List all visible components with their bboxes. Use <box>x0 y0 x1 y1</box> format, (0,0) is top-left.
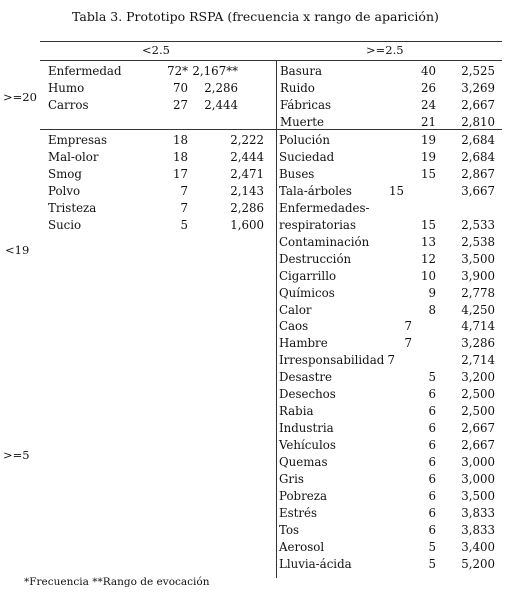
cell-rank: 2,500 <box>461 404 495 418</box>
cell-frequency: 15 <box>388 184 404 198</box>
side-label-top: >=20 <box>3 90 37 104</box>
cell-word: Vehículos <box>279 438 336 452</box>
cell-word: Tala-árboles <box>279 184 352 198</box>
cell-word: Pobreza <box>279 489 327 503</box>
cell-word: Rabia <box>279 404 314 418</box>
cell-word: Mal-olor <box>48 150 99 164</box>
side-label-middle: <19 <box>5 243 30 257</box>
header-bottom-rule <box>40 60 502 61</box>
cell-rank: 1,600 <box>230 218 264 232</box>
cell-rank: 2,167** <box>192 64 238 78</box>
cell-rank: 2,538 <box>461 235 495 249</box>
cell-rank: 3,000 <box>461 472 495 486</box>
cell-word: Polución <box>279 133 331 147</box>
cell-word: Desastre <box>279 370 332 384</box>
cell-frequency: 6 <box>428 489 436 503</box>
cell-frequency: 15 <box>420 167 436 181</box>
cell-rank: 4,250 <box>461 303 495 317</box>
cell-rank: 3,200 <box>461 370 495 384</box>
header-left: <2.5 <box>142 43 170 57</box>
cell-rank: 3,000 <box>461 455 495 469</box>
cell-rank: 2,810 <box>461 115 495 129</box>
quadrant-divider-vertical <box>276 60 277 578</box>
cell-word: Caos <box>279 319 309 333</box>
cell-frequency: 70 <box>172 81 188 95</box>
quadrant-divider-horizontal <box>40 129 502 130</box>
cell-frequency: 7 <box>180 201 188 215</box>
cell-rank: 3,833 <box>461 506 495 520</box>
cell-frequency: 72* <box>167 64 188 78</box>
cell-frequency: 7 <box>387 353 395 367</box>
cell-word: Destrucción <box>279 252 352 266</box>
cell-word: Sucio <box>48 218 82 232</box>
cell-rank: 2,667 <box>461 438 495 452</box>
cell-rank: 2,525 <box>461 64 495 78</box>
cell-frequency: 13 <box>420 235 436 249</box>
cell-frequency: 19 <box>420 133 436 147</box>
cell-frequency: 27 <box>172 98 188 112</box>
cell-word: Enfermedades- <box>279 201 370 215</box>
cell-frequency: 9 <box>428 286 436 300</box>
cell-frequency: 6 <box>428 472 436 486</box>
cell-word: Calor <box>279 303 312 317</box>
cell-word: Carros <box>48 98 89 112</box>
cell-frequency: 7 <box>404 336 412 350</box>
cell-word: Químicos <box>279 286 335 300</box>
cell-frequency: 21 <box>420 115 436 129</box>
cell-frequency: 19 <box>420 150 436 164</box>
cell-frequency: 6 <box>428 506 436 520</box>
cell-word: Ruido <box>280 81 315 95</box>
cell-word: Tristeza <box>48 201 97 215</box>
cell-frequency: 18 <box>172 133 188 147</box>
cell-frequency: 6 <box>428 404 436 418</box>
cell-rank: 3,500 <box>461 252 495 266</box>
cell-rank: 2,222 <box>230 133 264 147</box>
cell-word: Hambre <box>279 336 328 350</box>
cell-frequency: 6 <box>428 455 436 469</box>
cell-rank: 2,667 <box>461 98 495 112</box>
cell-frequency: 8 <box>428 303 436 317</box>
cell-word: Quemas <box>279 455 328 469</box>
cell-frequency: 6 <box>428 421 436 435</box>
cell-rank: 2,471 <box>230 167 264 181</box>
cell-word: respiratorias <box>279 218 357 232</box>
cell-rank: 4,714 <box>461 319 495 333</box>
cell-frequency: 7 <box>404 319 412 333</box>
cell-word: Muerte <box>280 115 325 129</box>
cell-frequency: 40 <box>420 64 436 78</box>
footnote: *Frecuencia **Rango de evocación <box>24 576 210 588</box>
cell-rank: 2,286 <box>204 81 238 95</box>
cell-frequency: 6 <box>428 523 436 537</box>
cell-frequency: 5 <box>428 557 436 571</box>
cell-rank: 3,400 <box>461 540 495 554</box>
cell-frequency: 7 <box>180 184 188 198</box>
cell-word: Estrés <box>279 506 318 520</box>
side-label-bottom: >=5 <box>3 448 30 462</box>
cell-rank: 2,533 <box>461 218 495 232</box>
cell-frequency: 5 <box>428 370 436 384</box>
cell-word: Industria <box>279 421 334 435</box>
cell-rank: 3,900 <box>461 269 495 283</box>
cell-rank: 3,667 <box>461 184 495 198</box>
cell-word: Buses <box>279 167 315 181</box>
cell-frequency: 10 <box>420 269 436 283</box>
cell-rank: 2,778 <box>461 286 495 300</box>
cell-word: Lluvia-ácida <box>279 557 352 571</box>
cell-frequency: 12 <box>420 252 436 266</box>
cell-frequency: 26 <box>420 81 436 95</box>
cell-rank: 2,286 <box>230 201 264 215</box>
cell-frequency: 18 <box>172 150 188 164</box>
cell-frequency: 15 <box>420 218 436 232</box>
cell-rank: 2,143 <box>230 184 264 198</box>
cell-word: Tos <box>279 523 300 537</box>
cell-word: Aerosol <box>279 540 325 554</box>
cell-rank: 3,286 <box>461 336 495 350</box>
cell-word: Polvo <box>48 184 81 198</box>
cell-rank: 3,833 <box>461 523 495 537</box>
cell-word: Humo <box>48 81 85 95</box>
cell-frequency: 24 <box>420 98 436 112</box>
cell-word: Basura <box>280 64 323 78</box>
cell-rank: 2,684 <box>461 150 495 164</box>
cell-rank: 3,500 <box>461 489 495 503</box>
cell-frequency: 5 <box>180 218 188 232</box>
cell-rank: 2,444 <box>204 98 238 112</box>
cell-rank: 2,444 <box>230 150 264 164</box>
cell-word: Enfermedad <box>48 64 122 78</box>
cell-word: Contaminación <box>279 235 370 249</box>
cell-rank: 3,269 <box>461 81 495 95</box>
cell-word: Desechos <box>279 387 336 401</box>
cell-rank: 5,200 <box>461 557 495 571</box>
cell-rank: 2,684 <box>461 133 495 147</box>
cell-word: Gris <box>279 472 304 486</box>
cell-rank: 2,667 <box>461 421 495 435</box>
cell-word: Suciedad <box>279 150 335 164</box>
cell-frequency: 5 <box>428 540 436 554</box>
header-top-rule <box>40 41 502 42</box>
cell-word: Fábricas <box>280 98 332 112</box>
cell-word: Irresponsabilidad <box>279 353 385 367</box>
cell-rank: 2,500 <box>461 387 495 401</box>
cell-word: Cigarrillo <box>279 269 337 283</box>
cell-rank: 2,867 <box>461 167 495 181</box>
header-right: >=2.5 <box>366 43 404 57</box>
table-title: Tabla 3. Prototipo RSPA (frecuencia x rango de aparición) <box>72 9 439 24</box>
cell-frequency: 17 <box>172 167 188 181</box>
cell-frequency: 6 <box>428 438 436 452</box>
cell-word: Empresas <box>48 133 108 147</box>
cell-rank: 2,714 <box>461 353 495 367</box>
cell-frequency: 6 <box>428 387 436 401</box>
cell-word: Smog <box>48 167 82 181</box>
